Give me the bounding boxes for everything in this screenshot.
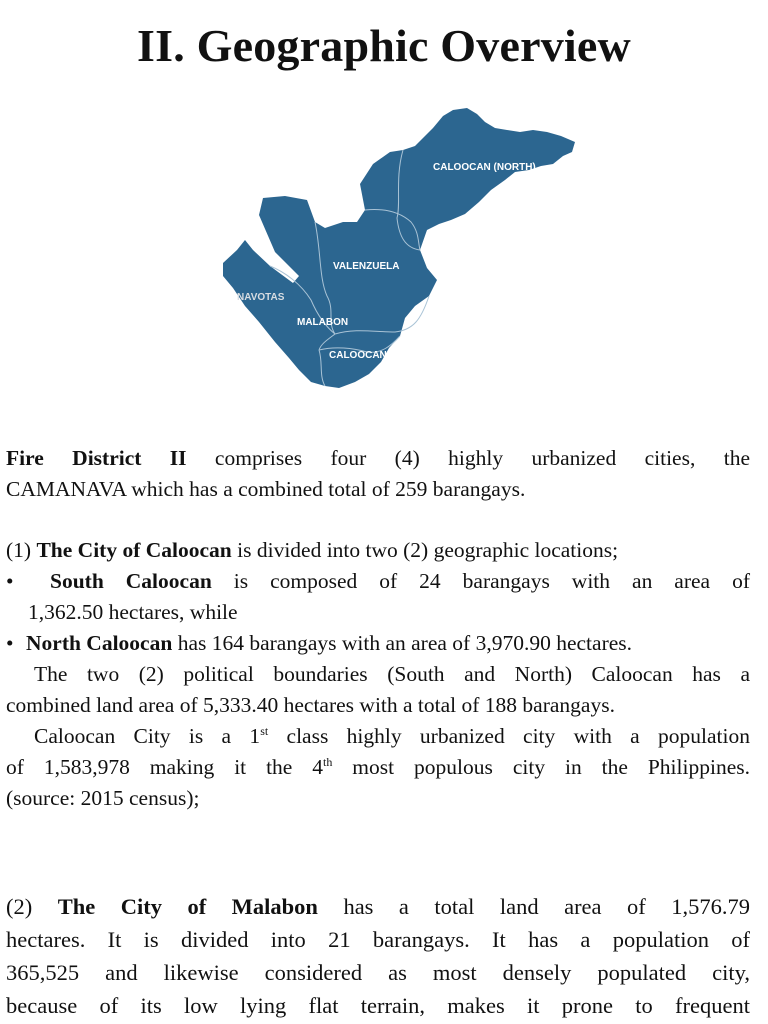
caloocan-boundaries-line-1: The two (2) political boundaries (South and North) Caloocan has a [34,662,750,686]
intro-line-1-text: comprises four (4) highly urbanized cities, the [186,446,750,470]
south-caloocan-label: South Caloocan [50,569,212,593]
ordinal-sup-2: th [323,755,333,769]
caloocan-population-line-1 [6,721,750,752]
caloocan-heading-text: is divided into two (2) geographic locations; [231,538,619,562]
caloocan-population-line-2 [6,752,750,783]
population-text-c: of 1,583,978 making it the 4 [6,755,324,779]
fire-district-name: Fire District II [6,446,187,470]
caloocan-population-source: (source: 2015 census); [6,786,200,810]
malabon-line-3: 365,525 and likewise considered as most densely populated city, [6,960,750,985]
malabon-line-2: hectares. It is divided into 21 barangays. It has a population of [6,927,750,952]
intro-line-1 [6,443,750,474]
population-text-b: class highly urbanized city with a population [268,724,750,748]
ordinal-sup-1: st [260,724,269,738]
caloocan-boundaries-line-2: combined land area of 5,333.40 hectares with a total of 188 barangays. [6,693,615,717]
intro-paragraph [6,443,750,505]
population-text-a: Caloocan City is a 1 [34,724,261,748]
map-label-caloocan-north: CALOOCAN (NORTH) [433,162,536,173]
map-label-valenzuela: VALENZUELA [333,261,400,272]
camanava-map [215,100,585,400]
caloocan-heading [6,535,750,566]
population-text-d: most populous city in the Philippines. [332,755,750,779]
malabon-section [6,890,750,1022]
malabon-city-name: The City of Malabon [57,894,318,919]
north-caloocan-text: has 164 barangays with an area of 3,970.90 hectares. [172,631,633,655]
malabon-line-1-text: has a total land area of 1,576.79 [317,894,750,919]
malabon-prefix: (2) [6,894,58,919]
north-caloocan-label: North Caloocan [26,631,173,655]
camanava-map-graphic [215,100,585,400]
bullet-south-caloocan [6,566,750,597]
caloocan-city-name: The City of Caloocan [36,538,232,562]
map-label-malabon: MALABON [297,317,349,328]
bullet-north-caloocan [6,628,750,659]
map-label-navotas: NAVOTAS [237,292,285,303]
malabon-line-1 [6,890,750,923]
bullet-icon: • [6,631,14,655]
map-label-caloocan: CALOOCAN [329,350,387,361]
caloocan-heading-prefix: (1) [6,538,37,562]
malabon-line-4: because of its low lying flat terrain, makes it prone to frequent [6,993,750,1018]
page-title: II. Geographic Overview [137,20,631,71]
caloocan-section [6,535,750,814]
south-caloocan-text: is composed of 24 barangays with an area of [211,569,750,593]
intro-line-2: CAMANAVA which has a combined total of 259 barangays. [6,477,526,501]
bullet-south-caloocan-cont: 1,362.50 hectares, while [28,600,238,624]
map-landmass [223,108,575,388]
bullet-icon: • [6,569,14,593]
